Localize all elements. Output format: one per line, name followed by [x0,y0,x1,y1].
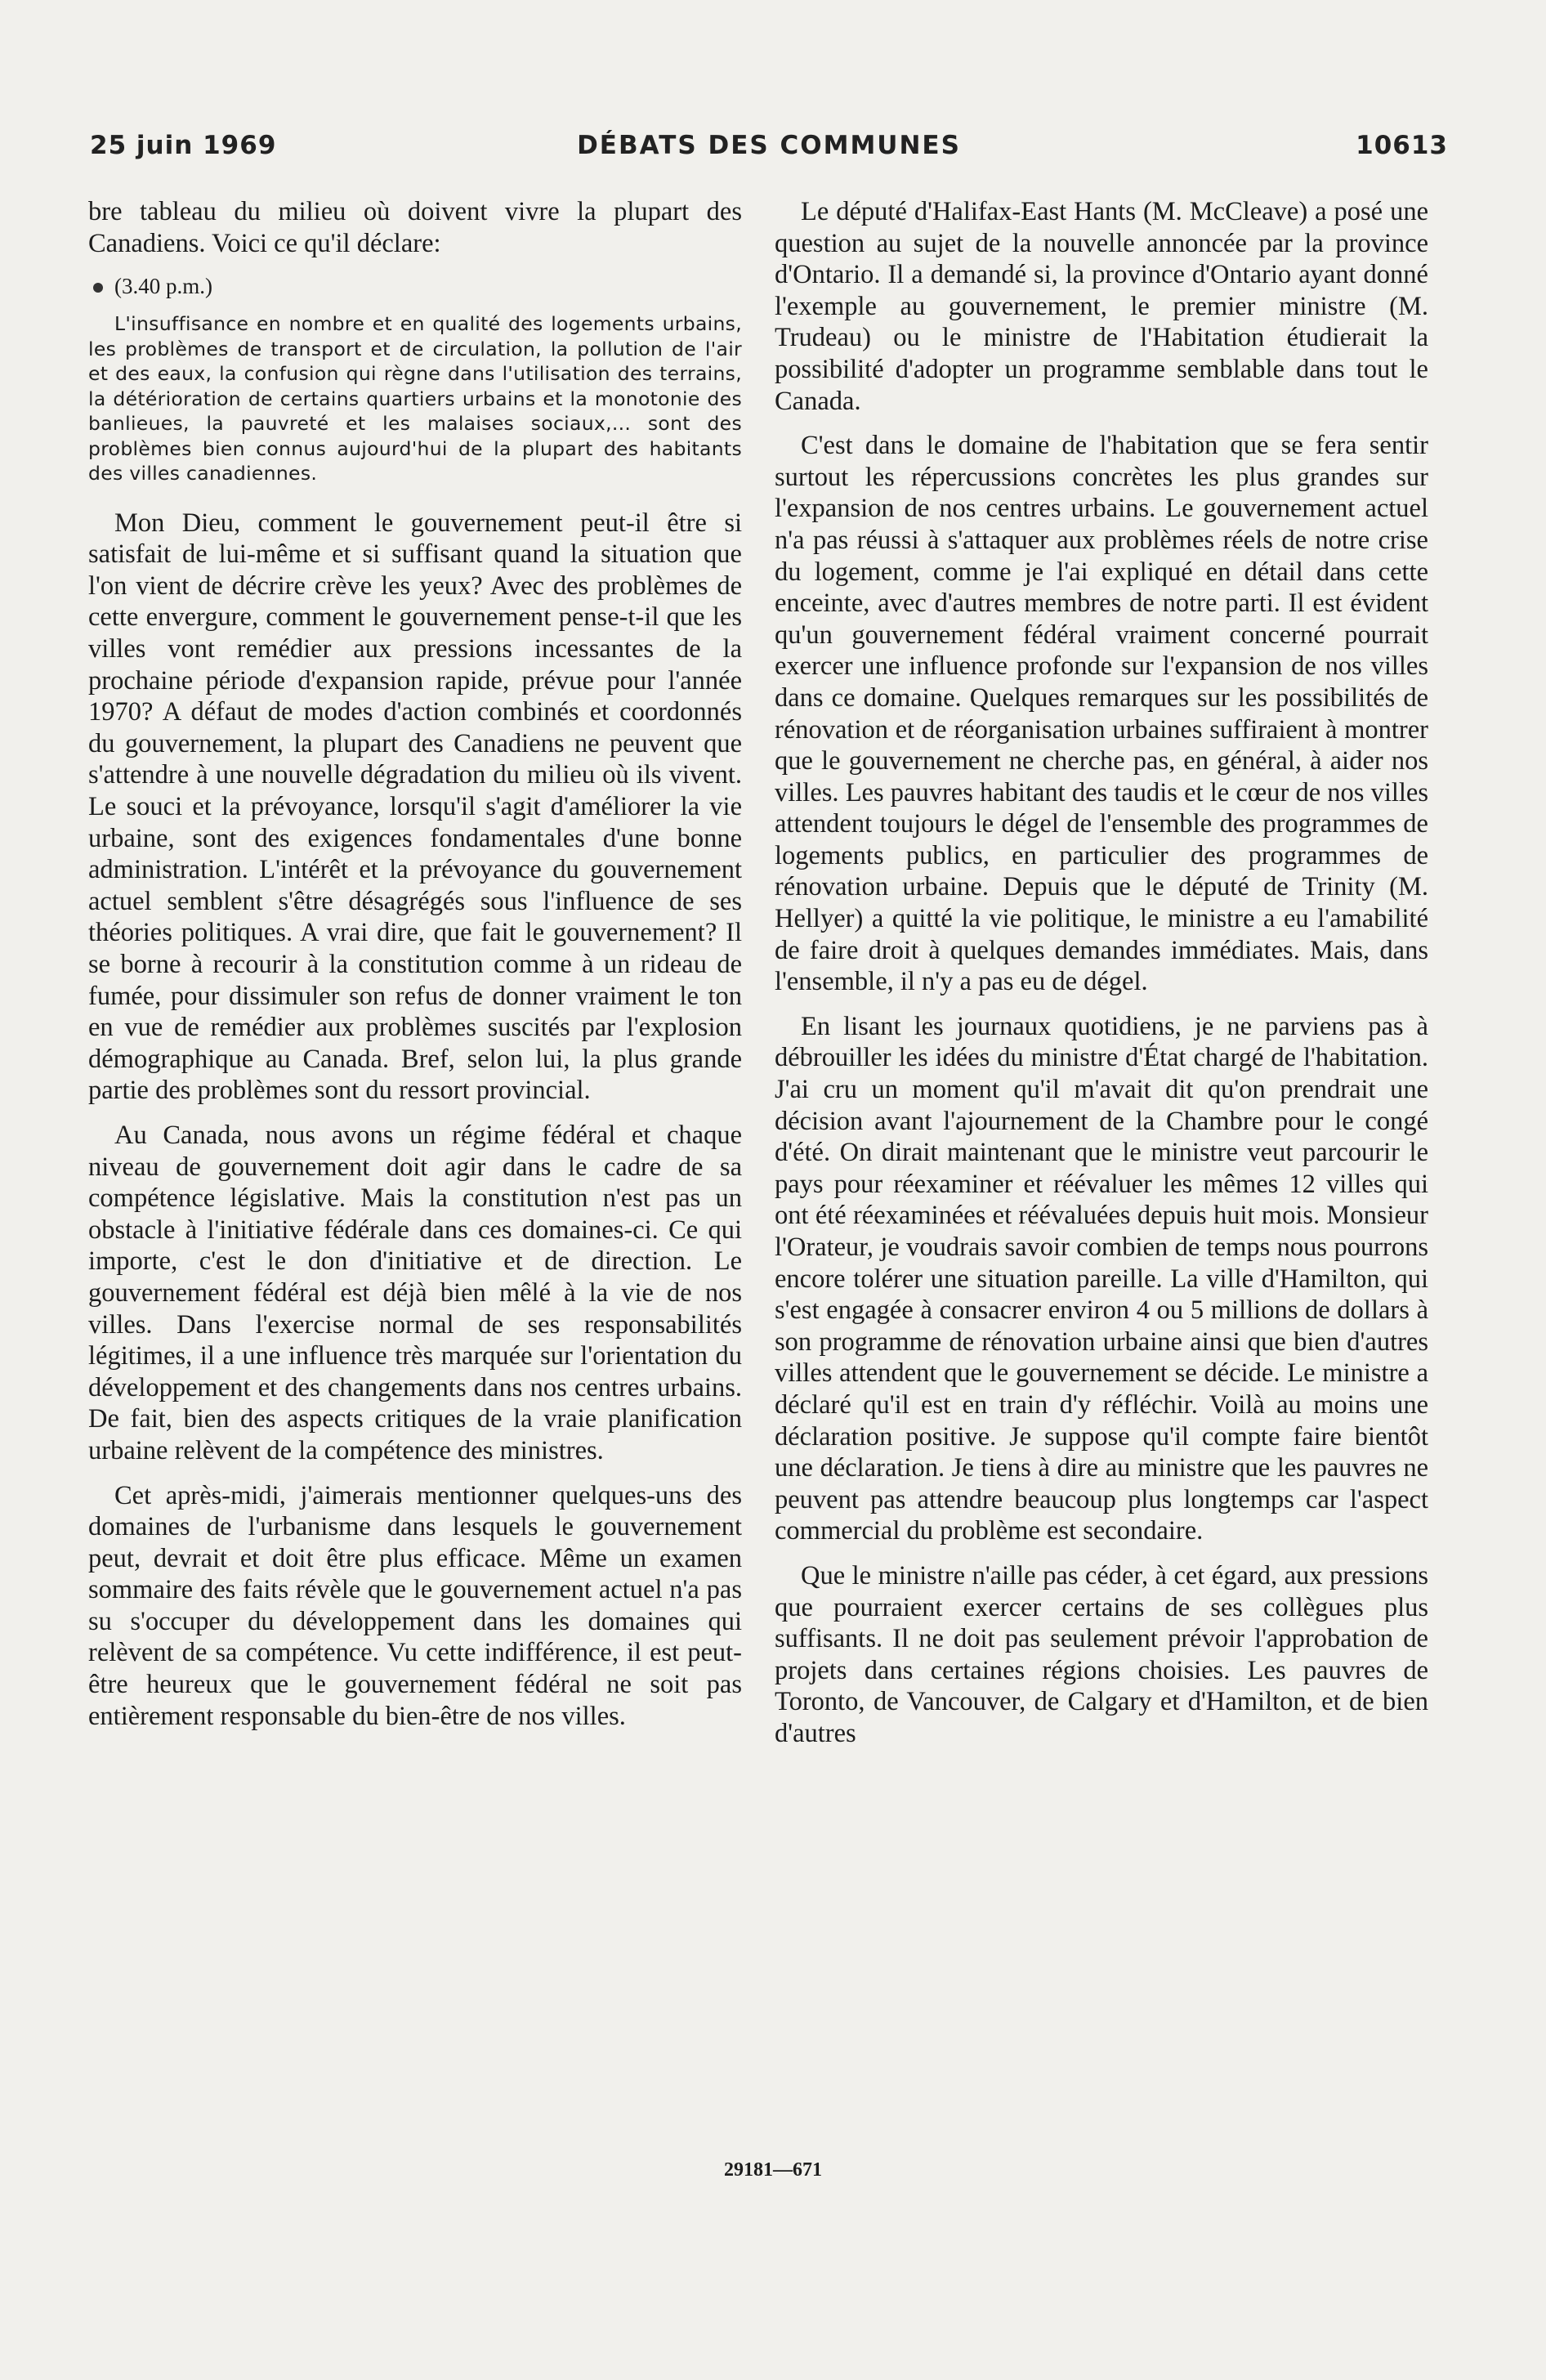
time-stamp [88,272,742,300]
paragraph: Le député d'Halifax-East Hants (M. McCleave) a posé une question au sujet de la nouvelle annoncée par la province d'Ontario. Il a demandé si, la province d'Ontario ayant donné l'exemple au gouvernement, le premier ministre (M. Trudeau) ou le ministre de l'Habitation étudierait la possibilité d'adopter un programme semblable dans tout le Canada. [775,197,1428,416]
paragraph-continued: bre tableau du milieu où doivent vivre la plupart des Canadiens. Voici ce qu'il déclare: [88,197,742,258]
page-footer-code: 29181—671 [724,2159,822,2181]
paragraph: Cet après-midi, j'aimerais mentionner quelques-uns des domaines de l'urbanisme dans lesquels le gouvernement peut, devrait et doit être plus efficace. Même un examen sommaire des faits révèle que le gouvernement actuel n'a pas su s'occuper du développement dans les domaines qui relèvent de sa compétence. Vu cette indifférence, il est peut-être heureux que le gouvernement fédéral ne soit pas entièrement responsable du bien-être de nos villes. [88,1480,742,1731]
paragraph: En lisant les journaux quotidiens, je ne parviens pas à débrouiller les idées du ministre d'État chargé de l'habitation. J'ai cru un moment qu'il m'avait dit qu'on prendrait une décision avant l'ajournement de la Chambre pour le congé d'été. On dirait maintenant que le ministre veut parcourir le pays pour réexaminer et réévaluer les mêmes 12 villes qui ont été réexaminées et réévaluées depuis huit mois. Monsieur l'Orateur, je voudrais savoir combien de temps nous pourrons encore tolérer une situation pareille. La ville d'Hamilton, qui s'est engagée à consacrer environ 4 ou 5 millions de dollars à son programme de rénovation urbaine ainsi que bien d'autres villes attendent que le gouvernement se décide. Le ministre a déclaré qu'il est en train d'y réfléchir. Voilà au moins une déclaration positive. Je suppose qu'il compte faire bientôt une déclaration. Je tiens à dire au ministre que les pauvres ne peuvent pas attendre beaucoup plus longtemps car l'aspect commercial du problème est secondaire. [775,1011,1428,1546]
header-title: DÉBATS DES COMMUNES [577,131,961,160]
left-column [88,196,742,1745]
time-stamp-text: (3.40 p.m.) [114,274,212,299]
paragraph: Que le ministre n'aille pas céder, à cet égard, aux pressions que pourraient exercer certains de ses collègues plus suffisants. Il ne doit pas seulement prévoir l'approbation de projets dans certaines régions choisies. Les pauvres de Toronto, de Vancouver, de Calgary et d'Hamilton, et de bien d'autres [775,1560,1428,1748]
block-quote: L'insuffisance en nombre et en qualité des logements urbains, les problèmes de transport et de circulation, la pollution de l'air et des eaux, la confusion qui règne dans l'utilisation des terrains, la détérioration de certains quartiers urbains et la monotonie des banlieues, la pauvreté et les malaises sociaux,... sont des problèmes bien connus aujourd'hui de la plupart des habitants des villes canadiennes. [88,312,742,485]
paragraph: Mon Dieu, comment le gouvernement peut-il être si satisfait de lui-même et si suffisant quand la situation que l'on vient de décrire crève les yeux? Avec des problèmes de cette envergure, comment le gouvernement pense-t-il que les villes vont remédier aux pressions incessantes de la prochaine période d'expansion rapide, prévue pour l'année 1970? A défaut de modes d'action combinés et coordonnés du gouvernement, la plupart des Canadiens ne peuvent que s'attendre à une nouvelle dégradation du milieu où ils vivent. Le souci et la prévoyance, lorsqu'il s'agit d'améliorer la vie urbaine, sont des exigences fondamentales d'une bonne administration. L'intérêt et la prévoyance du gouvernement actuel semblent s'être désagrégés sous l'influence de ses théories politiques. A vrai dire, que fait le gouvernement? Il se borne à recourir à la constitution comme à un rideau de fumée, pour dissimuler son refus de donner vraiment le ton en vue de remédier aux problèmes suscités par l'explosion démographique au Canada. Bref, selon lui, la plus grande partie des problèmes sont du ressort provincial. [88,508,742,1106]
header-page-number: 10613 [1356,131,1448,160]
header-date: 25 juin 1969 [90,131,277,160]
page-header [90,131,1448,172]
paragraph: Au Canada, nous avons un régime fédéral et chaque niveau de gouvernement doit agir dans le cadre de sa compétence législative. Mais la constitution n'est pas un obstacle à l'initiative fédérale dans ces domaines-ci. Ce qui importe, c'est le don d'initiative et de direction. Le gouvernement fédéral est déjà bien mêlé à la vie de nos villes. Dans l'exercise normal de ses responsabilités légitimes, il a une influence très marquée sur l'orientation du développement et des changements dans nos centres urbains. De fait, bien des aspects critiques de la vraie planification urbaine relèvent de la compétence des ministres. [88,1120,742,1465]
right-column [775,196,1428,1763]
bullet-dot-icon [93,283,103,293]
paragraph: C'est dans le domaine de l'habitation que se fera sentir surtout les répercussions concrètes les plus grandes sur l'expansion de nos centres urbains. Le gouvernement actuel n'a pas réussi à s'attaquer aux problèmes réels de notre crise du logement, comme je l'ai expliqué en détail dans cette enceinte, avec d'autres membres de notre parti. Il est évident qu'un gouvernement fédéral vraiment concerné pourrait exercer une influence profonde sur l'expansion de nos villes dans ce domaine. Quelques remarques sur les possibilités de rénovation et de réorganisation urbaines suffiraient à montrer que le gouvernement ne cherche pas, en général, à aider nos villes. Les pauvres habitant des taudis et le cœur de nos villes attendent toujours le dégel de l'ensemble des programmes de logements publics, en particulier des programmes de rénovation urbaine. Depuis que le député de Trinity (M. Hellyer) a quitté la vie politique, le ministre a eu l'amabilité de faire droit à quelques demandes immédiates. Mais, dans l'ensemble, il n'y a pas eu de dégel. [775,431,1428,997]
